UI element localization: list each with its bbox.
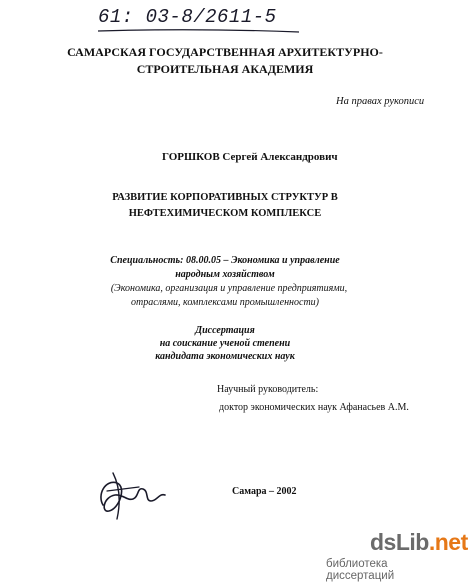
specialty-note-1: (Экономика, организация и управление предприятиями,	[110, 283, 348, 294]
manuscript-rights-note: На правах рукописи	[336, 96, 425, 107]
specialty-note-2: отраслями, комплексами промышленности)	[130, 297, 320, 308]
dissertation-line-3: кандидата экономических наук	[155, 351, 295, 362]
title-line-1: РАЗВИТИЕ КОРПОРАТИВНЫХ СТРУКТУР В	[112, 192, 338, 203]
dissertation-line-1: Диссертация	[195, 325, 255, 336]
handwritten-signature-icon	[93, 465, 173, 528]
city-year: Самара – 2002	[232, 486, 297, 497]
author-name: ГОРШКОВ Сергей Александрович	[162, 151, 338, 163]
supervisor-label: Научный руководитель:	[217, 384, 319, 395]
specialty-line-1: Специальность: 08.00.05 – Экономика и управление	[110, 255, 340, 266]
institution-line-1: САМАРСКАЯ ГОСУДАРСТВЕННАЯ АРХИТЕКТУРНО-	[67, 45, 383, 59]
watermark-logo[interactable]	[370, 529, 468, 556]
specialty-block	[0, 254, 450, 310]
dissertation-degree-block	[0, 324, 450, 363]
dissertation-line-2: на соискание ученой степени	[159, 338, 291, 349]
institution-line-2: СТРОИТЕЛЬНАЯ АКАДЕМИЯ	[136, 62, 314, 76]
supervisor-block	[217, 381, 409, 417]
specialty-line-2: народным хозяйством	[175, 269, 275, 280]
watermark-logo-main: dsLib	[370, 529, 429, 555]
dissertation-title	[0, 190, 450, 222]
title-line-2: НЕФТЕХИМИЧЕСКОМ КОМПЛЕКСЕ	[128, 208, 322, 219]
handwritten-underline	[96, 28, 301, 34]
supervisor-name: доктор экономических наук Афанасьев А.М.	[219, 402, 409, 413]
institution-name	[0, 44, 450, 78]
handwritten-archive-code: 61: 03-8/2611-5	[98, 6, 277, 28]
watermark-tagline: библиотека диссертаций	[326, 558, 395, 582]
watermark-logo-accent: .net	[428, 529, 468, 555]
